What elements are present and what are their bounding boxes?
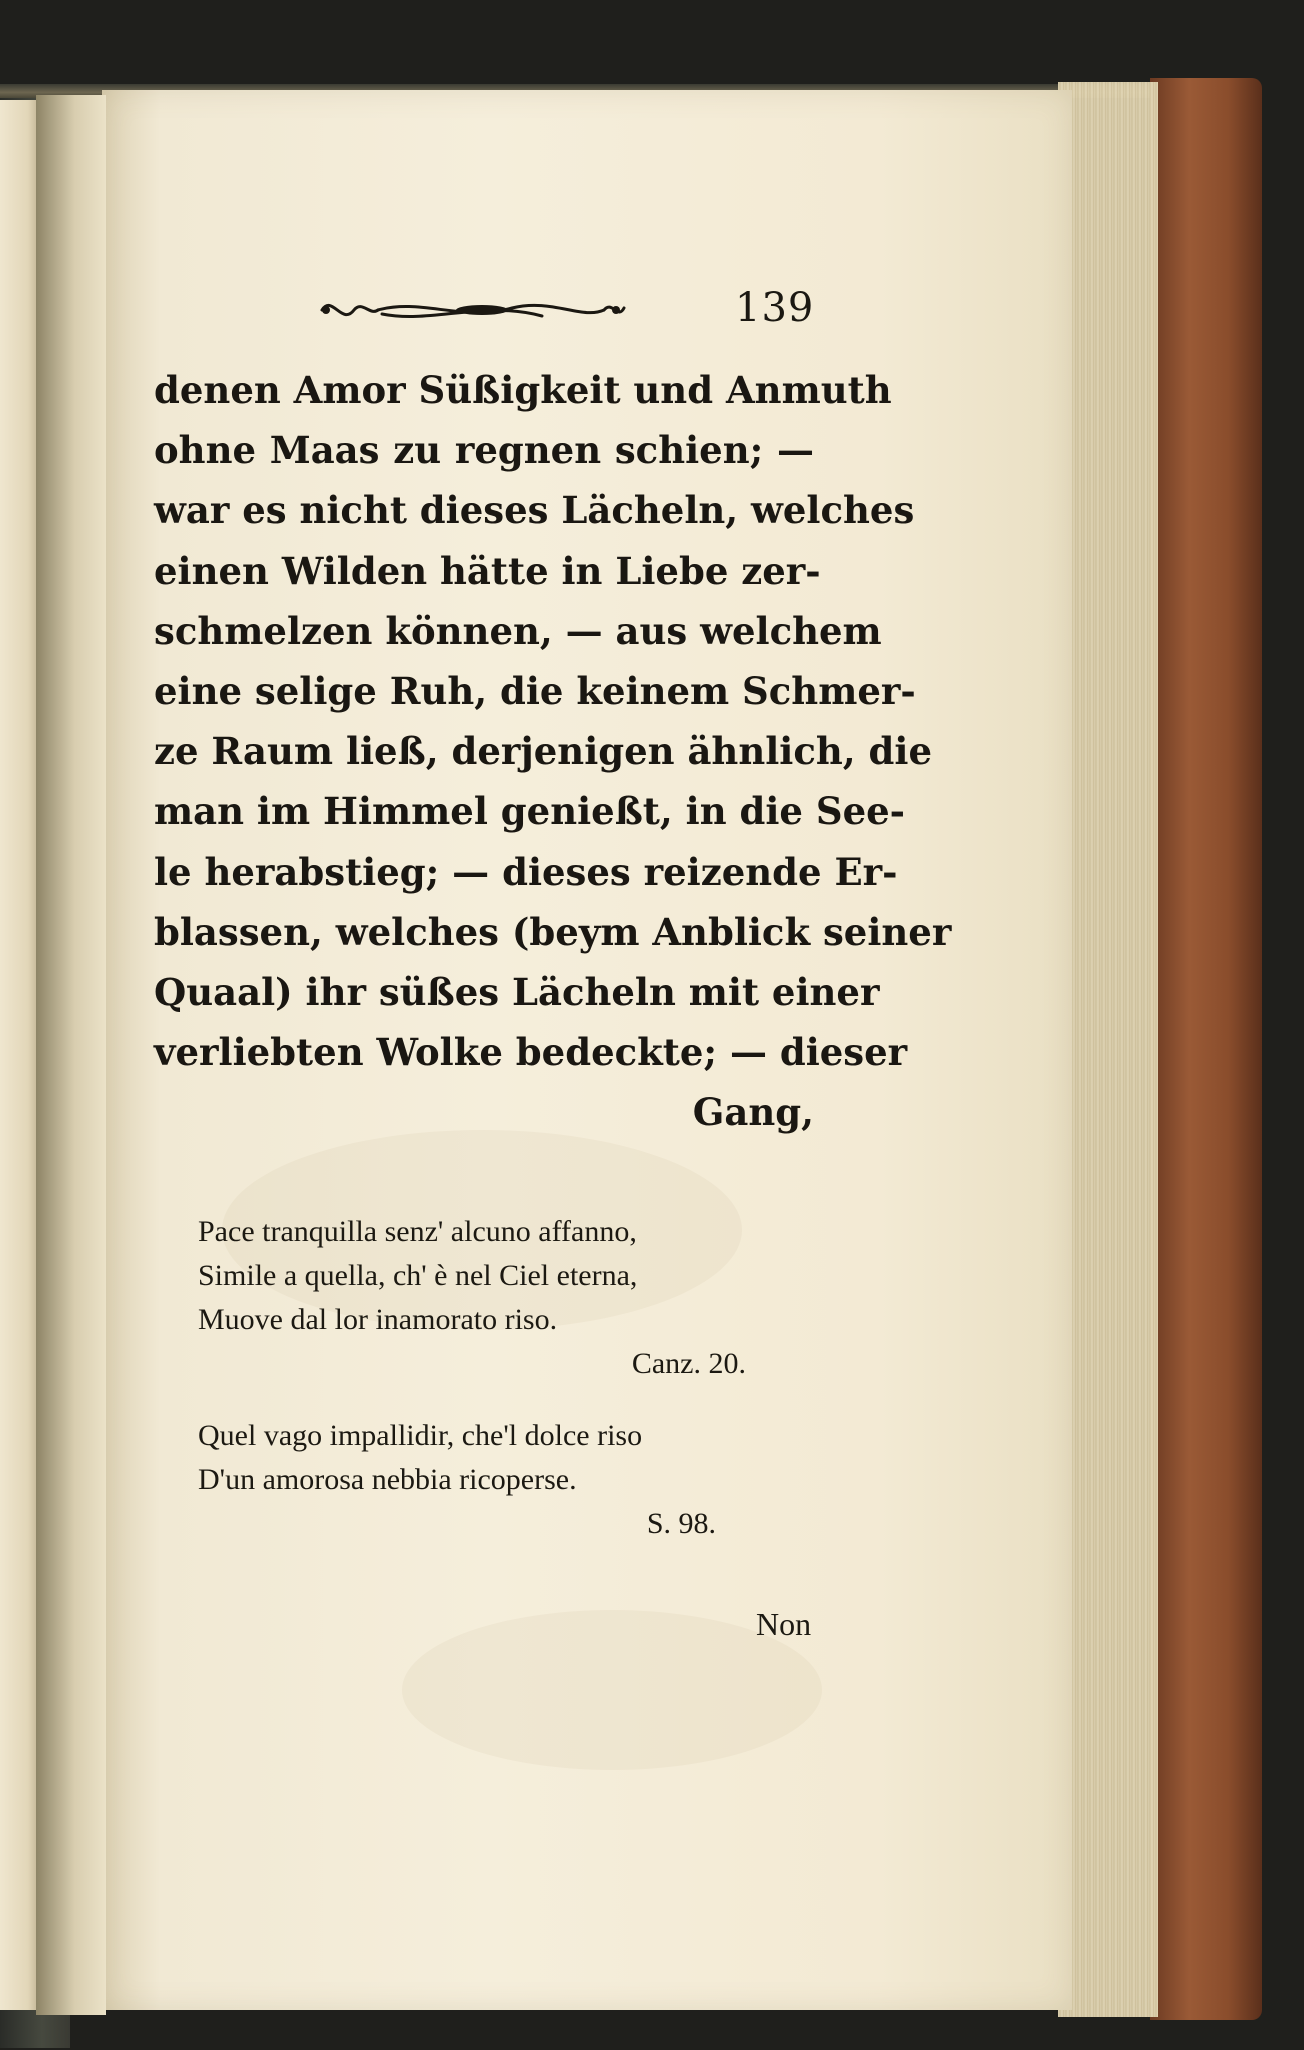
text-line: man im Himmel genießt, in die See- — [154, 789, 906, 834]
main-text-block — [154, 360, 952, 1142]
text-line: ze Raum ließ, derjenigen ähnlich, die — [154, 729, 932, 774]
text-line: einen Wilden hätte in Liebe zer- — [154, 548, 821, 593]
text-line: Quaal) ihr süßes Lächeln mit einer — [154, 969, 880, 1014]
text-line: denen Amor Süßigkeit und Anmuth — [154, 368, 892, 412]
quote-line: Muove dal lor inamorato riso. — [198, 1303, 558, 1336]
quote-citation: Canz. 20. — [631, 1347, 746, 1380]
catchword: Gang, — [692, 1090, 814, 1135]
text-line: schmelzen können, — aus welchem — [154, 608, 882, 653]
quote-line: Pace tranquilla senz' alcuno affanno, — [198, 1215, 637, 1248]
footnote-catchword: Non — [756, 1606, 812, 1642]
text-line: eine selige Ruh, die keinem Schmer- — [154, 668, 916, 713]
quote-line: D'un amorosa nebbia ricoperse. — [198, 1463, 577, 1496]
text-line: ohne Maas zu regnen schien; — — [154, 428, 814, 473]
quote-line: Simile a quella, ch' è nel Ciel eterna, — [198, 1259, 638, 1292]
footnote-quotes — [198, 1210, 838, 1642]
header-ornament — [312, 286, 628, 334]
text-line: le herabstieg; — dieses reizende Er- — [154, 849, 898, 894]
quote-citation: S. 98. — [646, 1507, 716, 1540]
text-line: verliebten Wolke bedeckte; — dieser — [154, 1030, 908, 1075]
text-line: blassen, welches (beym Anblick seiner — [154, 909, 952, 954]
text-line: war es nicht dieses Lächeln, welches — [154, 488, 915, 533]
quote-line: Quel vago impallidir, che'l dolce riso — [198, 1419, 643, 1452]
page-number: 139 — [735, 285, 815, 331]
